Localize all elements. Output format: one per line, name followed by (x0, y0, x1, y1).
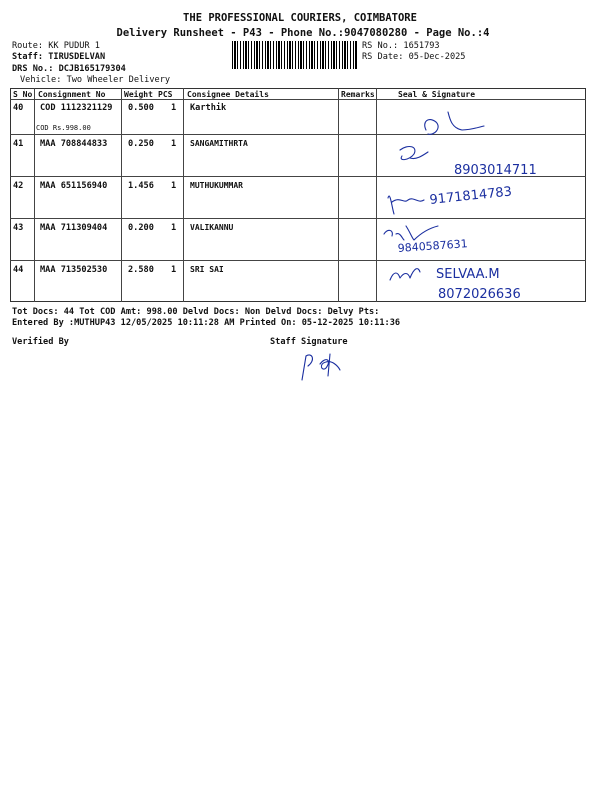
row-sno: 41 (13, 139, 24, 149)
col-consignment: Consignment No (38, 90, 106, 99)
col-signature: Seal & Signature (398, 90, 476, 99)
drs-number: DRS No.: DCJB165179304 (12, 64, 126, 74)
row-pcs: 1 (171, 103, 177, 113)
row-sno: 44 (13, 265, 24, 275)
handwritten-phone-41: 8903014711 (454, 163, 537, 178)
runsheet-title: Delivery Runsheet - P43 - Phone No.:9047080280 - Page No.:4 (116, 27, 490, 39)
row-weight: 1.456 (128, 181, 154, 191)
handwritten-phone-43: 9840587631 (397, 237, 469, 255)
row-weight: 0.500 (128, 103, 154, 113)
cod-note: COD Rs.998.00 (36, 124, 91, 132)
row-consignment: MAA 713502530 (40, 265, 108, 275)
row-consignee: SRI SAI (190, 265, 224, 274)
row-consignee: MUTHUKUMMAR (190, 181, 243, 190)
row-consignee: Karthik (190, 103, 227, 113)
row-consignment: COD 1112321129 (40, 103, 113, 113)
staff-signature-label: Staff Signature (270, 337, 348, 347)
row-consignee: VALIKANNU (190, 223, 234, 232)
row-consignment: MAA 708844833 (40, 139, 108, 149)
row-consignee: SANGAMITHRTA (190, 139, 248, 148)
row-weight: 0.250 (128, 139, 154, 149)
rs-number: RS No.: 1651793 (362, 41, 440, 51)
col-sno: S No (13, 90, 33, 99)
staff-signature-scribble (296, 350, 346, 385)
col-remarks: Remarks (341, 90, 375, 99)
handwritten-name-44: SELVAA.M (436, 267, 500, 282)
handwritten-phone-42: 9171814783 (428, 184, 513, 208)
row-pcs: 1 (171, 223, 177, 233)
route-label: Route: KK PUDUR 1 (12, 41, 100, 51)
summary-line: Tot Docs: 44 Tot COD Amt: 998.00 Delvd Docs: Non Delvd Docs: Delvy Pts: (12, 307, 380, 317)
row-consignment: MAA 651156940 (40, 181, 108, 191)
vehicle-label: Vehicle: Two Wheeler Delivery (20, 75, 171, 85)
row-sno: 40 (13, 103, 24, 113)
staff-label: Staff: TIRUSDELVAN (12, 52, 106, 62)
row-weight: 0.200 (128, 223, 154, 233)
company-name: THE PROFESSIONAL COURIERS, COIMBATORE (183, 12, 417, 24)
entered-by-line: Entered By :MUTHUP43 12/05/2025 10:11:28 AM Printed On: 05-12-2025 10:11:36 (12, 318, 401, 328)
rs-date: RS Date: 05-Dec-2025 (362, 52, 466, 62)
col-consignee: Consignee Details (187, 90, 269, 99)
verified-by-label: Verified By (12, 337, 69, 347)
row-sno: 42 (13, 181, 24, 191)
row-pcs: 1 (171, 181, 177, 191)
row-pcs: 1 (171, 265, 177, 275)
col-weight: Weight (124, 90, 153, 99)
row-pcs: 1 (171, 139, 177, 149)
col-pcs: PCS (158, 90, 173, 99)
row-weight: 2.580 (128, 265, 154, 275)
handwritten-signatures (378, 100, 586, 300)
row-sno: 43 (13, 223, 24, 233)
barcode (232, 41, 357, 69)
handwritten-phone-44: 8072026636 (438, 287, 521, 302)
row-consignment: MAA 711309404 (40, 223, 108, 233)
